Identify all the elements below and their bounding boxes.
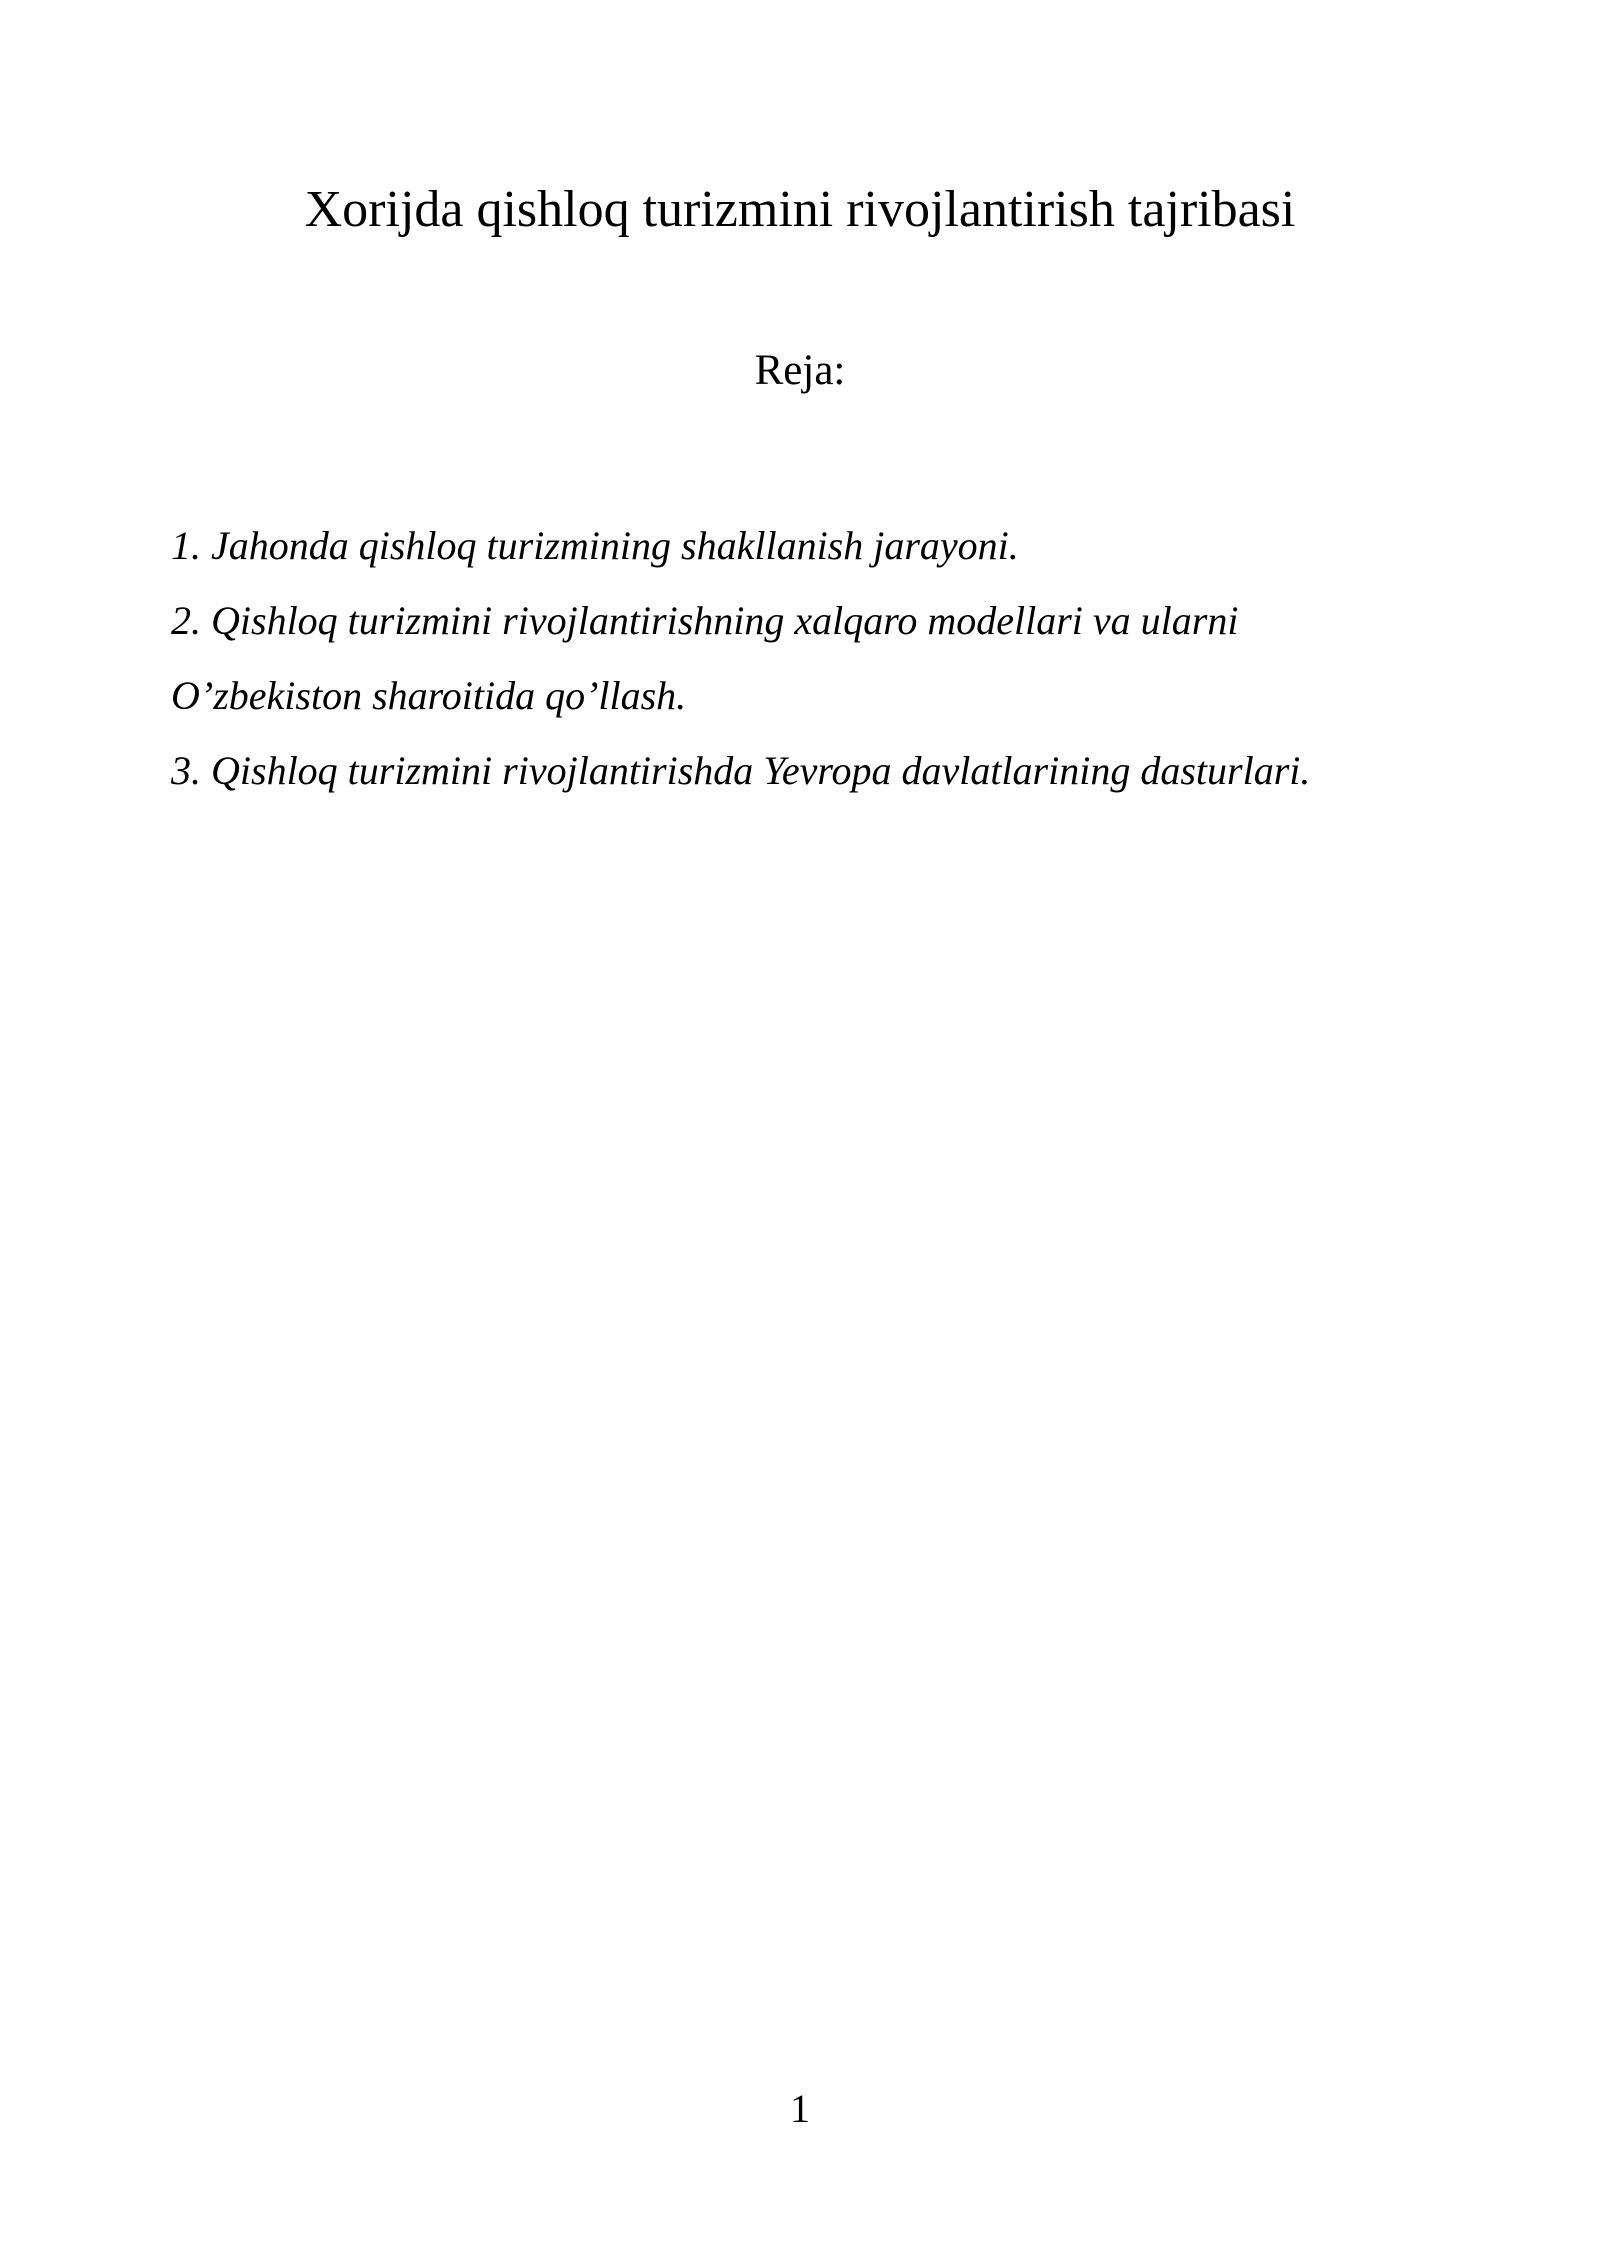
page-number: 1	[790, 2086, 810, 2131]
plan-item-3: 3. Qishloq turizmini rivojlantirishda Yevropa davlatlarining dasturlari.	[171, 748, 1311, 793]
plan-item-1: 1. Jahonda qishloq turizmining shakllanish jarayoni.	[171, 523, 1019, 568]
plan-item-2: 2. Qishloq turizmini rivojlantirishning xalqaro modellari va ularni	[171, 598, 1239, 643]
document-title: Xorijda qishloq turizmini rivojlantirish tajribasi	[304, 181, 1296, 238]
plan-list	[171, 508, 1471, 808]
plan-heading: Reja:	[754, 347, 846, 394]
plan-item-2-continuation: O’zbekiston sharoitida qo’llash.	[171, 673, 687, 718]
